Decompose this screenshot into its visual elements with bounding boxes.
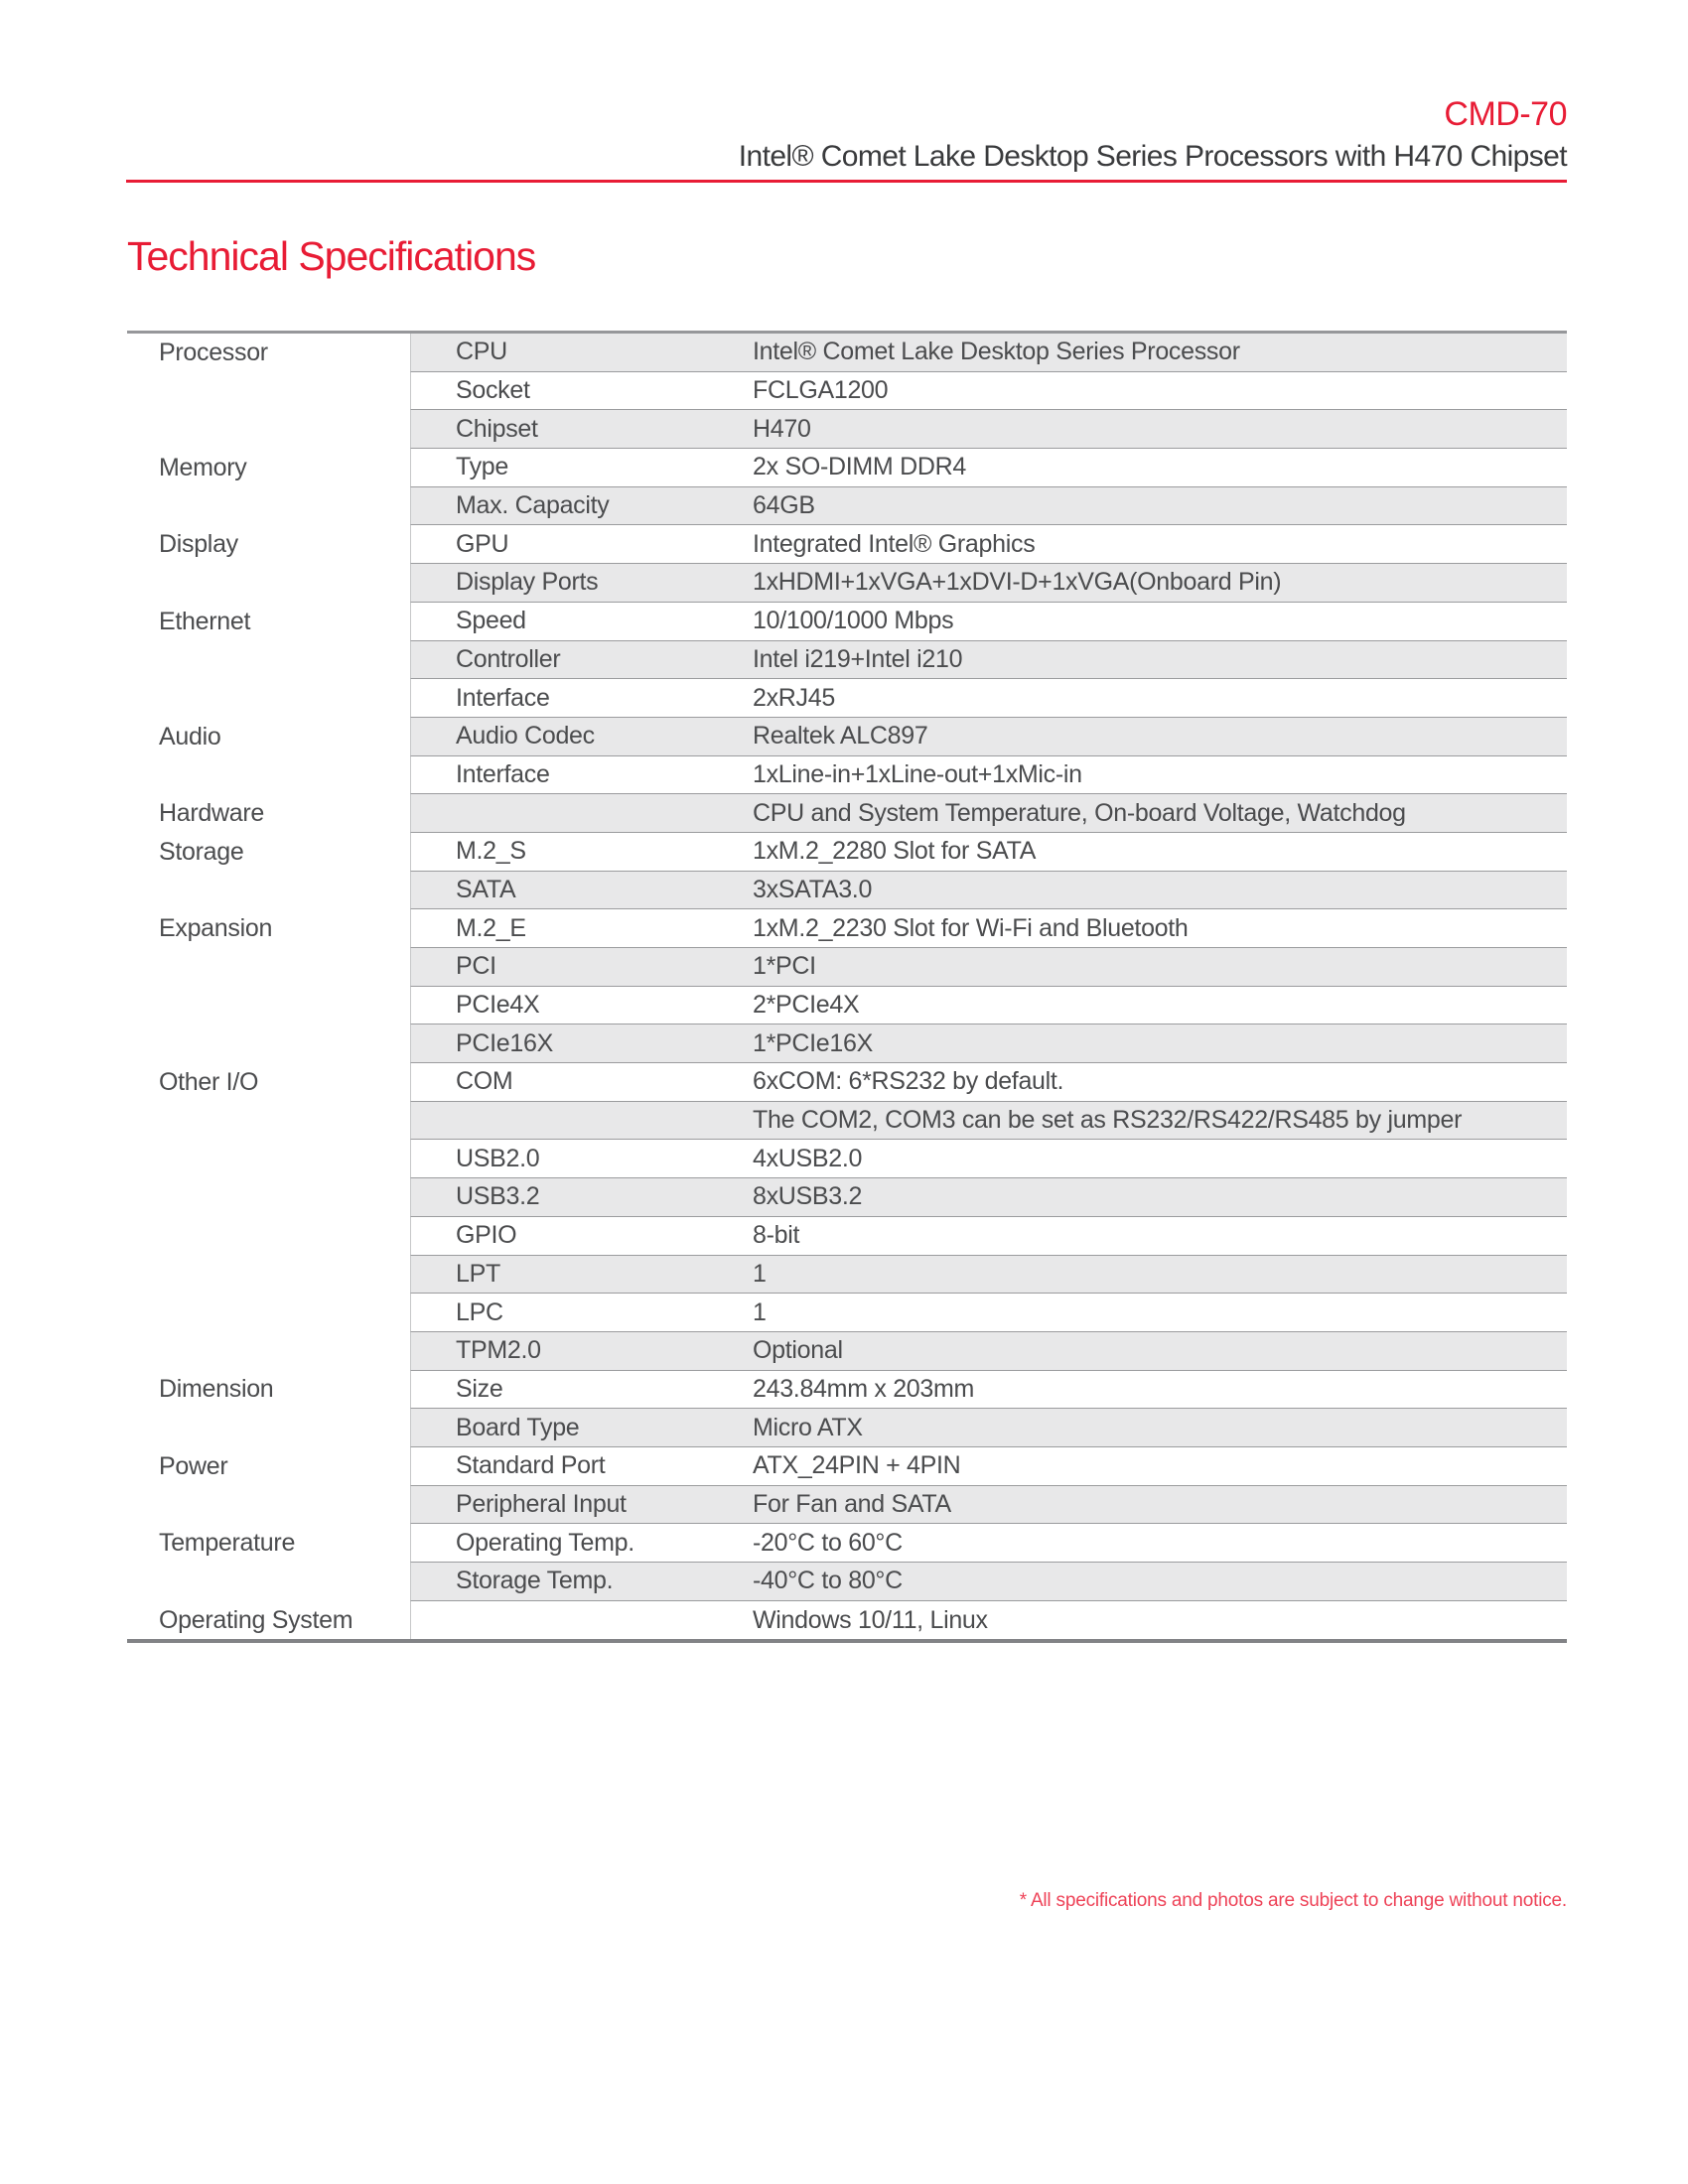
spec-label: Operating Temp. (456, 1528, 634, 1557)
spec-value: -40°C to 80°C (753, 1567, 903, 1595)
spec-label (411, 1601, 753, 1640)
table-row (127, 372, 1567, 411)
spec-label: GPIO (456, 1221, 517, 1250)
spec-category (127, 1563, 410, 1601)
document-subtitle: Intel® Comet Lake Desktop Series Processors with H470 Chipset (738, 140, 1567, 173)
spec-category: Memory (127, 449, 410, 487)
spec-rows (127, 334, 1567, 1639)
spec-category (127, 679, 410, 718)
spec-label (411, 1102, 753, 1140)
table-row (127, 987, 1567, 1025)
spec-row-content (410, 909, 1567, 948)
spec-value: 1xM.2_2230 Slot for Wi-Fi and Bluetooth (753, 913, 1189, 942)
spec-category (127, 372, 410, 411)
spec-value: 243.84mm x 203mm (753, 1374, 975, 1403)
spec-value: Realtek ALC897 (753, 722, 928, 751)
spec-row-content (410, 1102, 1567, 1141)
spec-label: Chipset (456, 414, 538, 443)
spec-row-content (410, 1371, 1567, 1410)
spec-row-content (410, 1256, 1567, 1295)
spec-value: 6xCOM: 6*RS232 by default. (753, 1067, 1064, 1096)
spec-value: Intel i219+Intel i210 (753, 644, 963, 673)
table-row (127, 909, 1567, 948)
table-row (127, 1024, 1567, 1063)
spec-label: PCIe16X (456, 1028, 553, 1057)
spec-value: Micro ATX (753, 1413, 863, 1441)
spec-row-content (410, 603, 1567, 641)
spec-category (127, 1409, 410, 1447)
spec-row-content (410, 487, 1567, 526)
spec-label: Peripheral Input (456, 1489, 627, 1518)
table-row (127, 1217, 1567, 1256)
spec-label: USB2.0 (456, 1144, 540, 1172)
table-row (127, 833, 1567, 872)
spec-value: 1*PCIe16X (753, 1028, 873, 1057)
spec-row-content (410, 372, 1567, 411)
spec-value: 2xRJ45 (753, 683, 835, 712)
table-row (127, 1447, 1567, 1486)
spec-row-content (410, 872, 1567, 910)
spec-row-content (410, 987, 1567, 1025)
spec-label: PCI (456, 952, 496, 981)
spec-row-content (410, 756, 1567, 795)
spec-label: Controller (456, 644, 561, 673)
spec-category: Power (127, 1447, 410, 1486)
spec-row-content (410, 410, 1567, 449)
table-row (127, 1601, 1567, 1640)
spec-value: CPU and System Temperature, On-board Voltage, Watchdog (753, 798, 1406, 827)
spec-row-content (410, 1217, 1567, 1256)
spec-category (127, 1178, 410, 1217)
spec-label: USB3.2 (456, 1182, 540, 1211)
spec-label: Size (456, 1374, 503, 1403)
spec-label: Type (456, 453, 508, 481)
table-row (127, 603, 1567, 641)
table-row (127, 794, 1567, 833)
table-row (127, 487, 1567, 526)
table-row (127, 756, 1567, 795)
spec-row-content (410, 718, 1567, 756)
spec-label: LPT (456, 1259, 500, 1288)
spec-category (127, 1256, 410, 1295)
spec-value: 1*PCI (753, 952, 816, 981)
spec-label: Interface (456, 683, 550, 712)
spec-row-content (410, 794, 1567, 833)
spec-value: 1 (753, 1297, 767, 1326)
table-row (127, 525, 1567, 564)
spec-value: 1xLine-in+1xLine-out+1xMic-in (753, 759, 1082, 788)
spec-category: Processor (127, 334, 410, 372)
spec-category: Expansion (127, 909, 410, 948)
spec-value: H470 (753, 414, 811, 443)
page-title: Technical Specifications (127, 233, 536, 279)
spec-row-content (410, 833, 1567, 872)
spec-category: Ethernet (127, 603, 410, 641)
spec-label: Storage Temp. (456, 1567, 614, 1595)
spec-value: 2x SO-DIMM DDR4 (753, 453, 966, 481)
spec-row-content (410, 449, 1567, 487)
spec-category (127, 564, 410, 603)
table-row (127, 948, 1567, 987)
spec-category (127, 948, 410, 987)
spec-category: Other I/O (127, 1063, 410, 1102)
table-row (127, 679, 1567, 718)
table-row (127, 564, 1567, 603)
spec-value: FCLGA1200 (753, 376, 889, 405)
spec-category (127, 1102, 410, 1141)
spec-category (127, 1024, 410, 1063)
spec-label: SATA (456, 875, 516, 903)
product-code: CMD-70 (1444, 95, 1567, 133)
spec-row-content (410, 1140, 1567, 1178)
spec-category (127, 1332, 410, 1371)
spec-category (127, 641, 410, 680)
spec-row-content (410, 679, 1567, 718)
spec-category (127, 1294, 410, 1332)
table-row (127, 1563, 1567, 1601)
spec-category (127, 1217, 410, 1256)
spec-label: COM (456, 1067, 513, 1096)
spec-value: ATX_24PIN + 4PIN (753, 1451, 961, 1480)
table-row (127, 1371, 1567, 1410)
spec-category: Operating System (127, 1601, 410, 1640)
spec-row-content (410, 1294, 1567, 1332)
spec-label: GPU (456, 529, 509, 558)
footnote: * All specifications and photos are subject to change without notice. (1019, 1890, 1567, 1911)
spec-label: Board Type (456, 1413, 580, 1441)
table-row (127, 1332, 1567, 1371)
spec-value: 64GB (753, 491, 815, 520)
table-row (127, 1294, 1567, 1332)
spec-category: Hardware (127, 794, 410, 833)
spec-row-content (410, 948, 1567, 987)
spec-row-content (410, 1063, 1567, 1102)
spec-category (127, 487, 410, 526)
spec-value: 8-bit (753, 1221, 800, 1250)
table-row (127, 1102, 1567, 1141)
spec-value: Integrated Intel® Graphics (753, 529, 1036, 558)
spec-label: Standard Port (456, 1451, 606, 1480)
table-row (127, 449, 1567, 487)
spec-category: Display (127, 525, 410, 564)
spec-value: Intel® Comet Lake Desktop Series Processor (753, 338, 1240, 366)
spec-row-content (410, 641, 1567, 680)
spec-label: Display Ports (456, 568, 599, 597)
spec-row-content (410, 1409, 1567, 1447)
spec-category (127, 987, 410, 1025)
spec-label (411, 794, 753, 832)
spec-label: M.2_E (456, 913, 526, 942)
spec-category (127, 872, 410, 910)
spec-category: Dimension (127, 1371, 410, 1410)
spec-label: Audio Codec (456, 722, 595, 751)
spec-row-content (410, 1601, 1567, 1640)
spec-value: Windows 10/11, Linux (753, 1605, 988, 1634)
spec-label: Socket (456, 376, 530, 405)
spec-value: 10/100/1000 Mbps (753, 607, 954, 635)
table-row (127, 1409, 1567, 1447)
spec-value: 1 (753, 1259, 767, 1288)
spec-category: Storage (127, 833, 410, 872)
spec-label: Interface (456, 759, 550, 788)
spec-row-content (410, 1024, 1567, 1063)
header-rule (126, 180, 1567, 183)
spec-table (127, 331, 1567, 1643)
spec-label: M.2_S (456, 837, 526, 866)
spec-value: -20°C to 60°C (753, 1528, 903, 1557)
spec-value: The COM2, COM3 can be set as RS232/RS422/RS485 by jumper (753, 1106, 1463, 1135)
table-row (127, 1486, 1567, 1525)
spec-category (127, 1140, 410, 1178)
spec-label: TPM2.0 (456, 1336, 541, 1365)
spec-row-content (410, 334, 1567, 372)
spec-category (127, 1486, 410, 1525)
spec-label: CPU (456, 338, 507, 366)
table-row (127, 1524, 1567, 1563)
spec-label: LPC (456, 1297, 503, 1326)
spec-row-content (410, 525, 1567, 564)
spec-row-content (410, 1486, 1567, 1525)
spec-value: For Fan and SATA (753, 1489, 951, 1518)
table-row (127, 718, 1567, 756)
spec-row-content (410, 1332, 1567, 1371)
spec-value: Optional (753, 1336, 843, 1365)
spec-row-content (410, 1563, 1567, 1601)
spec-row-content (410, 1524, 1567, 1563)
table-row (127, 1178, 1567, 1217)
spec-value: 4xUSB2.0 (753, 1144, 863, 1172)
table-row (127, 1063, 1567, 1102)
spec-value: 1xHDMI+1xVGA+1xDVI-D+1xVGA(Onboard Pin) (753, 568, 1282, 597)
table-row (127, 872, 1567, 910)
table-row (127, 334, 1567, 372)
spec-label: Speed (456, 607, 526, 635)
spec-row-content (410, 1178, 1567, 1217)
spec-category (127, 756, 410, 795)
table-row (127, 641, 1567, 680)
spec-label: Max. Capacity (456, 491, 610, 520)
spec-label: PCIe4X (456, 991, 540, 1020)
spec-row-content (410, 1447, 1567, 1486)
spec-category: Audio (127, 718, 410, 756)
table-row (127, 1140, 1567, 1178)
spec-row-content (410, 564, 1567, 603)
spec-value: 8xUSB3.2 (753, 1182, 863, 1211)
spec-category: Temperature (127, 1524, 410, 1563)
table-row (127, 1256, 1567, 1295)
spec-value: 3xSATA3.0 (753, 875, 873, 903)
spec-value: 2*PCIe4X (753, 991, 860, 1020)
spec-category (127, 410, 410, 449)
spec-value: 1xM.2_2280 Slot for SATA (753, 837, 1037, 866)
table-row (127, 410, 1567, 449)
